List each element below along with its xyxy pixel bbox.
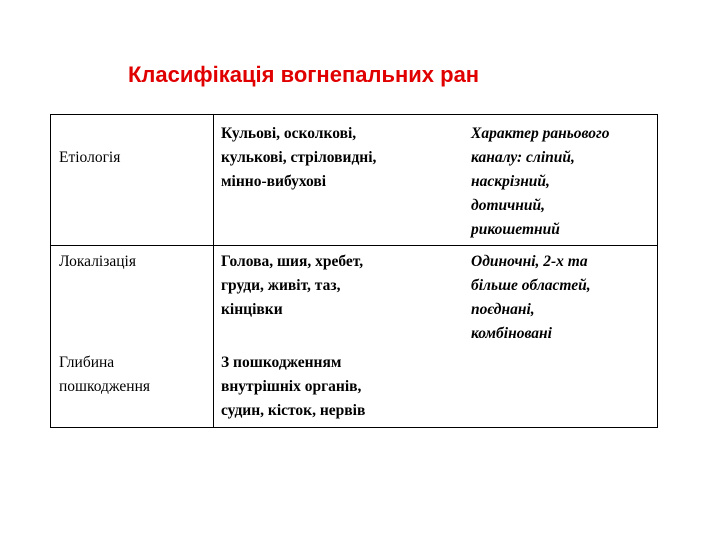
classification-table (50, 114, 658, 428)
localization-regions: Голова, шия, хребет, груди, живіт, таз, кінцівки (221, 253, 364, 318)
etiology-wound-channel: Характер раньового каналу: сліпий, наскрізний, дотичний, рикошетний (471, 125, 610, 238)
row-label-depth: Глибина пошкодження (59, 354, 151, 395)
localization-multiplicity: Одиночні, 2-х та більше областей, поєднані, комбіновані (471, 253, 591, 342)
etiology-types: Кульові, осколкові, кулькові, стріловидні, мінно-вибухові (221, 125, 377, 190)
row-label-etiology: Етіологія (59, 149, 121, 166)
slide-title: Класифікація вогнепальних ран (128, 62, 480, 87)
column-divider (213, 115, 214, 427)
row-label-localization: Локалізація (59, 253, 136, 270)
depth-damage-description: З пошкодженням внутрішніх органів, судин, кісток, нервів (221, 354, 366, 419)
row-divider (51, 245, 657, 246)
